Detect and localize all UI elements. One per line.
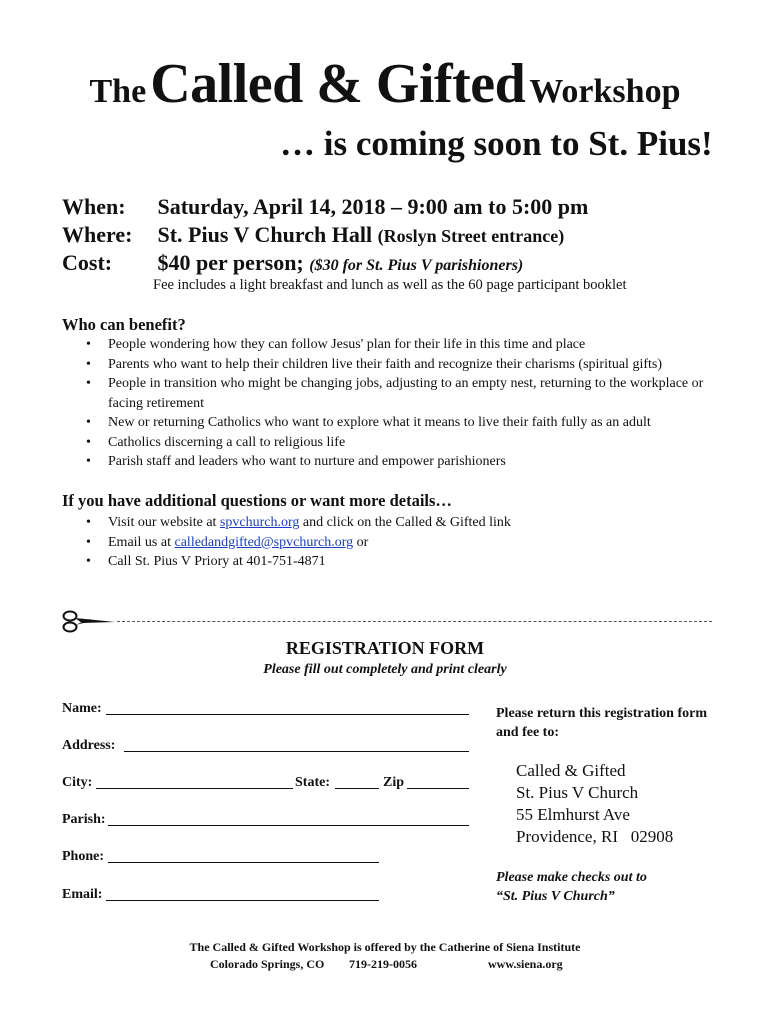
name-field[interactable] <box>106 714 469 715</box>
email-field[interactable] <box>106 900 379 901</box>
website-pre: Visit our website at <box>108 515 220 530</box>
return-instructions: Please return this registration form and fee to: <box>496 706 707 740</box>
parish-label: Parish: <box>62 812 106 827</box>
email-pre: Email us at <box>108 534 175 550</box>
questions-list <box>62 513 722 572</box>
zip-label: Zip <box>383 775 405 790</box>
phone-label: Phone: <box>62 849 104 864</box>
page-subtitle: … is coming soon to St. Pius! <box>280 124 713 163</box>
benefit-heading: Who can benefit? <box>62 315 186 334</box>
title-workshop: Workshop <box>529 73 681 110</box>
when-label: When: <box>62 194 126 219</box>
list-item: • New or returning Catholics who want to explore what it means to live their faith fully as an adult <box>62 413 722 433</box>
address-line: Called & Gifted <box>516 761 626 780</box>
footer-contact <box>210 957 563 972</box>
list-item <box>62 513 722 533</box>
title-called-gifted: Called & Gifted <box>150 53 526 115</box>
checks-note <box>496 868 647 906</box>
where-row <box>62 222 564 248</box>
title-the: The <box>89 73 147 110</box>
scissors-icon <box>60 608 116 634</box>
address-line: St. Pius V Church <box>516 783 639 802</box>
list-item: • Call St. Pius V Priory at 401-751-4871 <box>62 552 722 572</box>
page-title <box>0 52 770 116</box>
address-line: Providence, RI 02908 <box>516 827 674 846</box>
list-item <box>62 533 722 553</box>
cut-line <box>117 621 712 622</box>
footer-website: www.siena.org <box>488 957 563 971</box>
registration-subtitle: Please fill out completely and print clearly <box>263 662 507 677</box>
website-link[interactable]: spvchurch.org <box>219 515 300 530</box>
list-item: • Parents who want to help their children live their faith and recognize their charisms (spiritual gifts) <box>62 355 722 375</box>
address-label: Address: <box>62 738 116 753</box>
list-item: • People wondering how they can follow Jesus' plan for their life in this time and place <box>62 335 722 355</box>
cost-label: Cost: <box>62 250 113 275</box>
registration-title: REGISTRATION FORM <box>285 638 485 658</box>
cost-row <box>62 250 523 276</box>
city-field[interactable] <box>96 788 293 789</box>
cost-value: $40 per person; <box>157 250 304 275</box>
website-post: and click on the Called & Gifted link <box>299 515 511 530</box>
return-address <box>516 760 673 848</box>
list-item: • Catholics discerning a call to religious life <box>62 433 722 453</box>
email-post: or <box>353 534 369 550</box>
cost-note: ($30 for St. Pius V parishioners) <box>309 257 524 274</box>
questions-heading: If you have additional questions or want more details… <box>62 491 452 510</box>
state-label: State: <box>295 775 330 790</box>
where-label: Where: <box>62 222 133 247</box>
email-label: Email: <box>62 887 103 902</box>
fee-note: Fee includes a light breakfast and lunch as well as the 60 page participant booklet <box>153 277 627 293</box>
where-value: St. Pius V Church Hall <box>157 222 373 247</box>
address-field[interactable] <box>124 751 469 752</box>
list-item: • People in transition who might be changing jobs, adjusting to an empty nest, returning to the workplace or facing retirement <box>62 374 722 413</box>
when-row <box>62 194 588 220</box>
phone-field[interactable] <box>108 862 379 863</box>
where-note: (Roslyn Street entrance) <box>377 226 565 246</box>
checks-payee: “St. Pius V Church” <box>496 889 615 904</box>
parish-field[interactable] <box>108 825 469 826</box>
state-field[interactable] <box>335 788 379 789</box>
list-item: • Parish staff and leaders who want to nurture and empower parishioners <box>62 452 722 472</box>
email-link[interactable]: calledandgifted@spvchurch.org <box>174 534 354 550</box>
footer-credit: The Called & Gifted Workshop is offered by the Catherine of Siena Institute <box>189 940 581 954</box>
checks-line: Please make checks out to <box>496 870 647 885</box>
footer-city: Colorado Springs, CO <box>210 957 325 971</box>
address-line: 55 Elmhurst Ave <box>516 805 630 824</box>
name-label: Name: <box>62 701 102 716</box>
zip-field[interactable] <box>407 788 469 789</box>
footer-phone: 719-219-0056 <box>349 957 417 971</box>
benefit-list <box>62 335 722 472</box>
when-value: Saturday, April 14, 2018 – 9:00 am to 5:00 pm <box>157 194 589 219</box>
city-label: City: <box>62 775 93 790</box>
